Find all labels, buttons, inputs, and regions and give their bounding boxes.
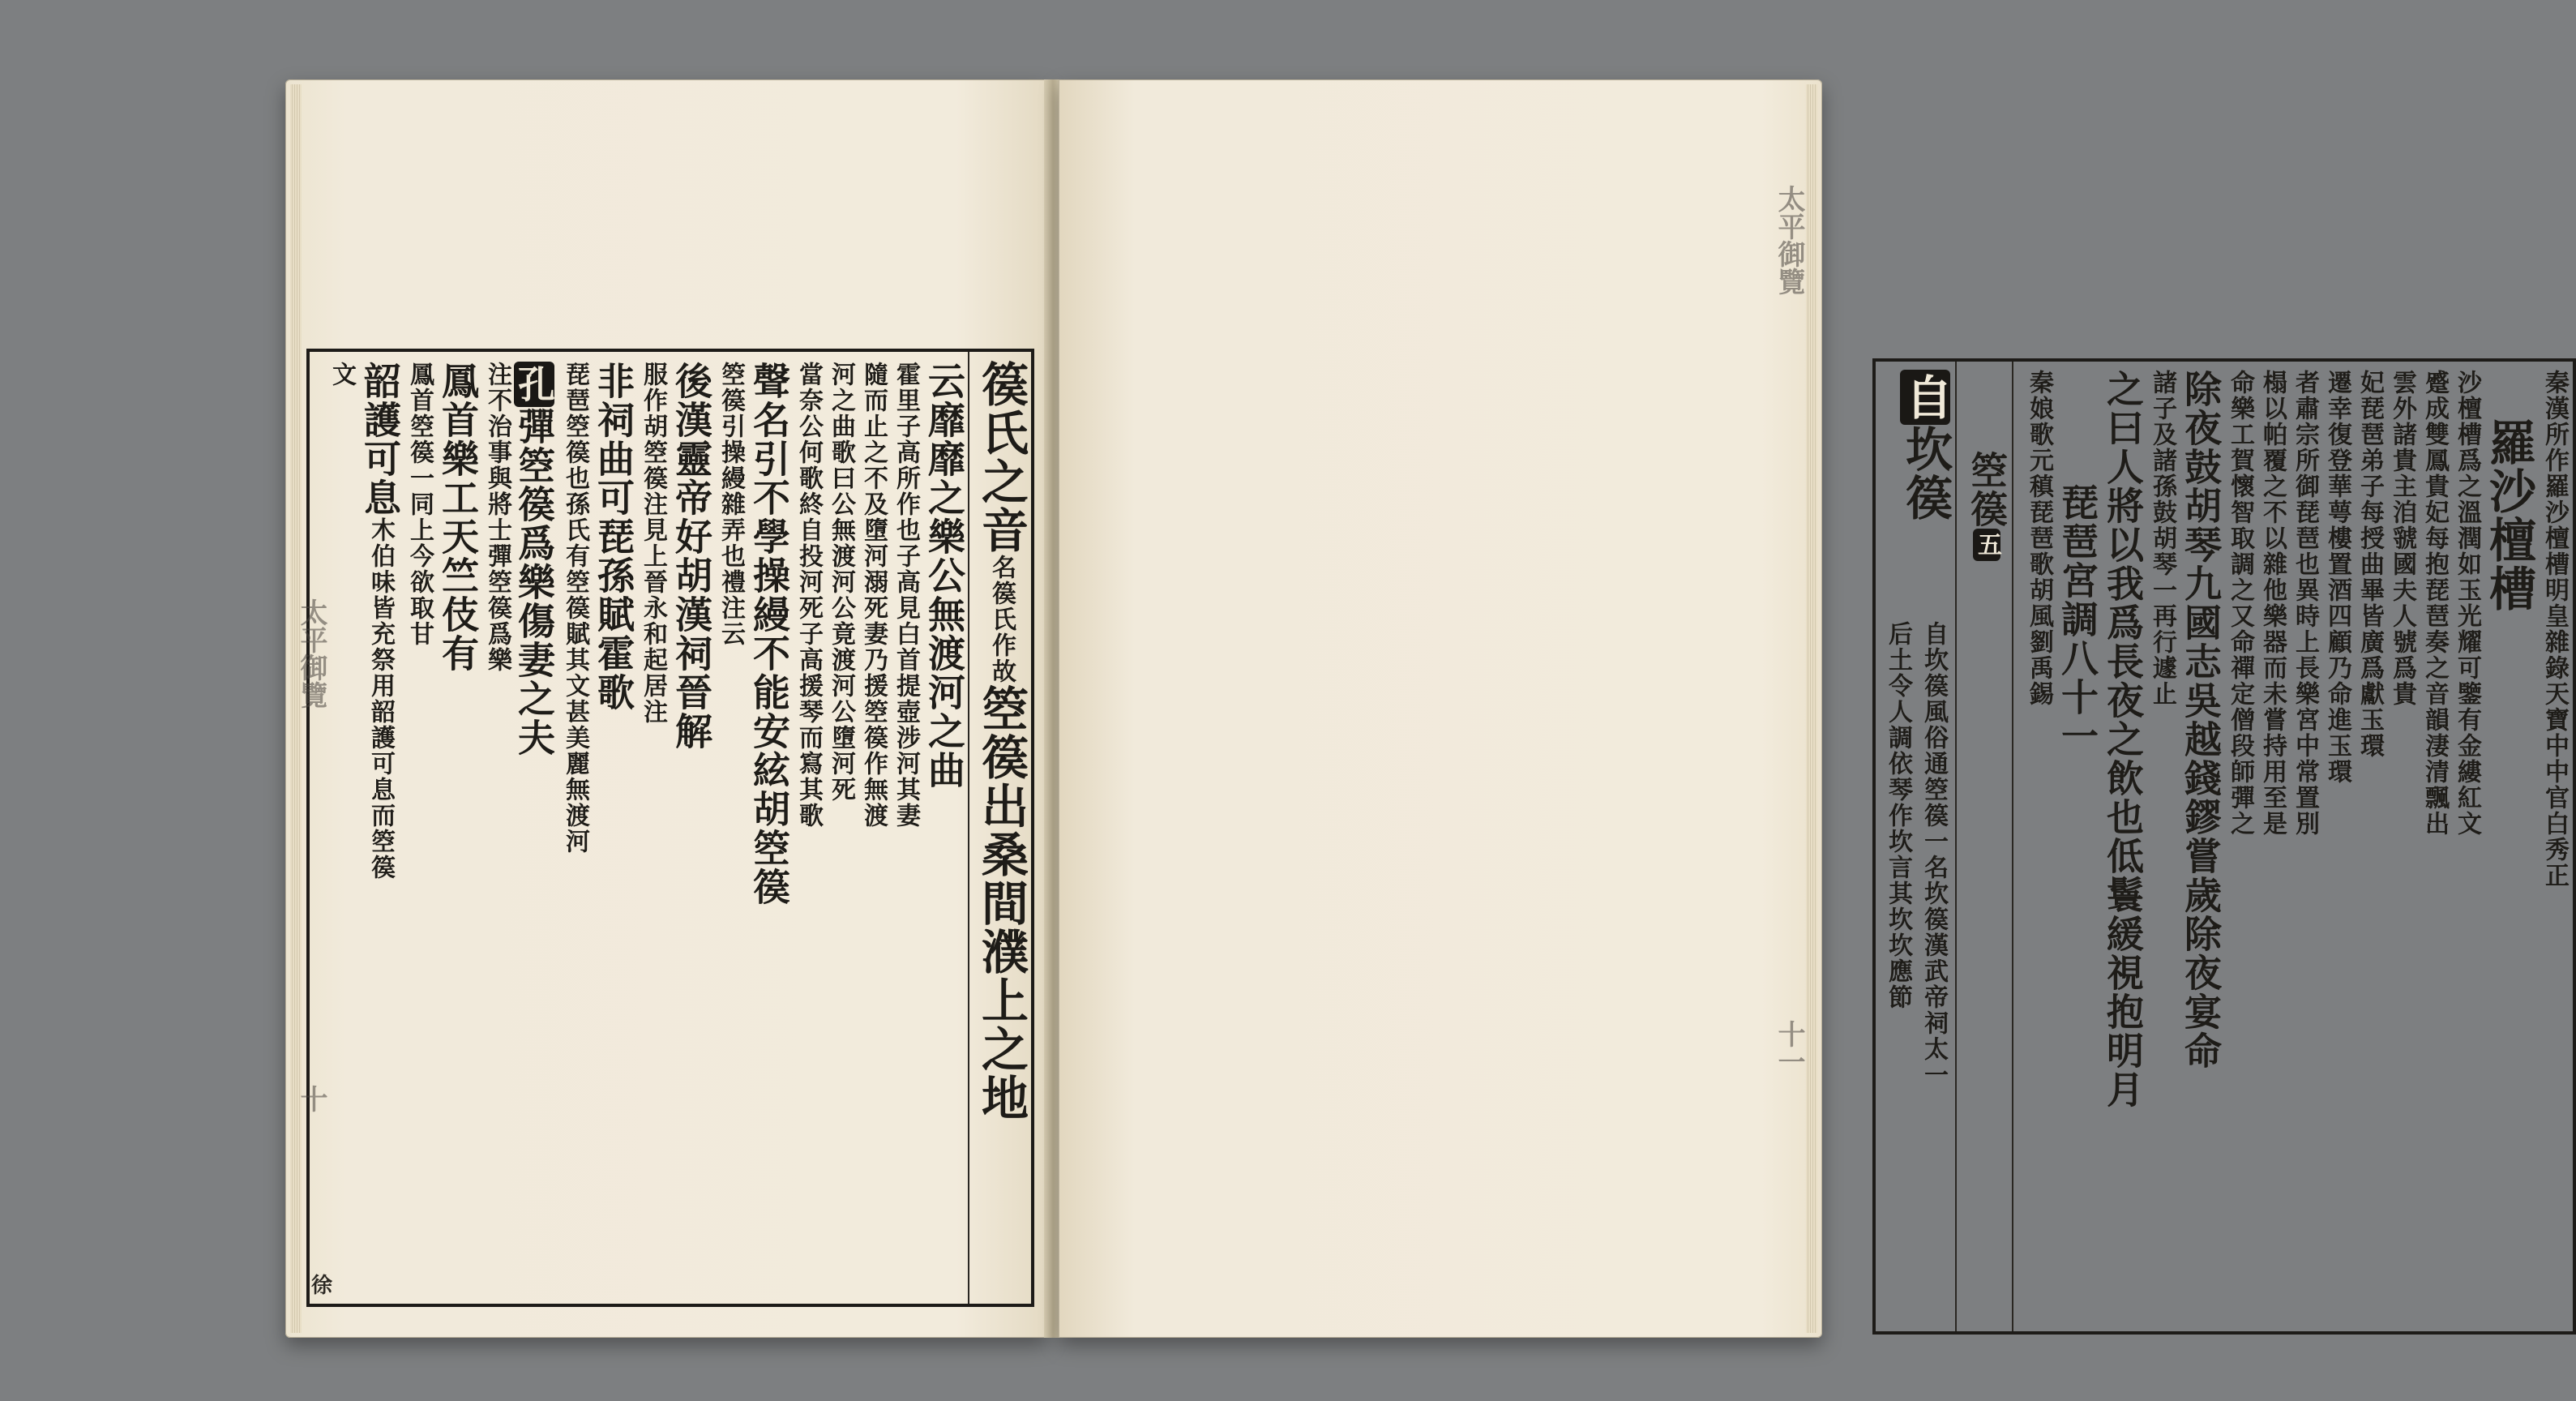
text-column: 秦漢所作羅沙檀槽明皇雜錄天寶中中官白秀正	[2540, 370, 2569, 889]
section-number: 五	[1973, 529, 2000, 561]
text-column: 羅沙檀槽	[2481, 418, 2536, 613]
text-column: 秦娘歌元稹琵琶歌胡風劉禹錫	[2025, 370, 2053, 707]
stamp-mark: 孔	[514, 362, 554, 407]
margin-title: 太平御覽	[295, 598, 327, 709]
text-column: 注不治事與將士彈箜篌爲樂	[483, 362, 511, 673]
text-column: 自坎篌風俗通箜篌一名坎篌漢武帝祠太一	[1919, 621, 1948, 1088]
text-column	[973, 360, 1029, 1292]
text-column: 後漢靈帝好胡漢祠晉解	[670, 362, 713, 751]
text-column: 聲名引不學操縵不能安絃胡箜篌	[747, 362, 791, 906]
margin-title: 太平御覽	[1773, 185, 1805, 295]
column-text: 彈箜篌爲樂傷妻之夫	[512, 407, 556, 757]
text-column	[358, 362, 402, 1294]
left-text-frame	[306, 349, 1034, 1307]
text-column: 霍里子高所作也子高見白首提壺涉河其妻	[892, 362, 920, 829]
text-column: 鳳首箜篌一同上今欲取甘	[405, 362, 434, 647]
text-column: 箜篌引操縵雜弄也禮注云	[717, 362, 745, 647]
text-column: 河之曲歌曰公無渡河公竟渡河公墮河死	[827, 362, 855, 803]
text-column: 后土令人調依琴作坎言其坎坎應節	[1884, 621, 1912, 1010]
text-column: 琵琶宮調八十一	[2056, 483, 2099, 756]
text-column: 榻以帕覆之不以雜他樂器而未嘗持用至是	[2258, 370, 2287, 837]
margin-mark: 十一	[1773, 1020, 1805, 1075]
text-column: 服作胡箜篌注見上晉永和起居注	[639, 362, 667, 725]
text-column: 文	[327, 362, 356, 388]
text-column: 鳳首樂工天竺伎有	[436, 362, 480, 673]
footer-mark: 徐	[311, 1274, 333, 1298]
column-text: 箜篌出桑間濮上之地	[973, 684, 1029, 1122]
head-note: 名篌氏作故	[987, 555, 1016, 684]
text-column: 遷幸復登華萼樓置酒四顧乃命進玉環	[2323, 370, 2351, 785]
margin-mark: 十	[295, 1085, 327, 1112]
text-column: 除夜鼓胡琴九國志吳越錢鏐嘗歲除夜宴命	[2179, 370, 2223, 1070]
text-column: 命樂工賀懷智取調之又命禪定僧段師彈之	[2226, 370, 2254, 837]
text-column	[514, 362, 554, 1294]
head-column: 篌氏之音	[973, 360, 1029, 555]
column-rule	[968, 352, 969, 1304]
left-page	[285, 79, 1047, 1338]
entry-title: 坎篌	[1898, 425, 1953, 522]
column-text: 木伯味皆充祭用韶護可息而箜篌	[366, 517, 395, 880]
right-page	[1059, 79, 2569, 1338]
text-column: 云靡靡之樂公無渡河之曲	[922, 362, 966, 790]
text-column: 諸子及諸孫鼓胡琴一再行遽止	[2148, 370, 2176, 707]
section-title-column	[1965, 451, 2009, 872]
text-column: 隨而止之不及墮河溺死妻乃援箜篌作無渡	[859, 362, 888, 829]
text-column	[1898, 370, 1953, 613]
text-column: 之曰人將以我爲長夜之飲也低鬟緩視抱明月	[2101, 370, 2145, 1109]
column-text: 韶護可息	[358, 362, 402, 517]
column-rule	[2012, 362, 2013, 1331]
text-column: 沙檀槽爲之溫潤如玉光耀可鑒有金縷紅文	[2453, 370, 2481, 837]
text-column: 妃琵琶弟子每授曲畢皆廣爲獻玉環	[2356, 370, 2384, 759]
text-column: 者肅宗所御琵琶也異時上長樂宮中常置別	[2291, 370, 2319, 837]
text-column: 當奈公何歌終自投河死子高援琴而寫其歌	[794, 362, 823, 829]
text-column: 蹙成雙鳳貴妃每抱琵琶奏之音韻淒清飄出	[2420, 370, 2449, 837]
text-column: 雲外諸貴主洎虢國夫人號爲貴	[2388, 370, 2416, 707]
column-rule	[1955, 362, 1957, 1331]
text-column: 非祠曲可琵孫賦霍歌	[592, 362, 635, 712]
section-title: 箜篌	[1965, 451, 2009, 529]
stamp-mark: 自	[1900, 370, 1950, 425]
open-book	[285, 79, 2569, 1338]
text-column: 琵琶箜篌也孫氏有箜篌賦其文甚美麗無渡河	[561, 362, 589, 855]
right-text-frame	[1872, 358, 2576, 1335]
